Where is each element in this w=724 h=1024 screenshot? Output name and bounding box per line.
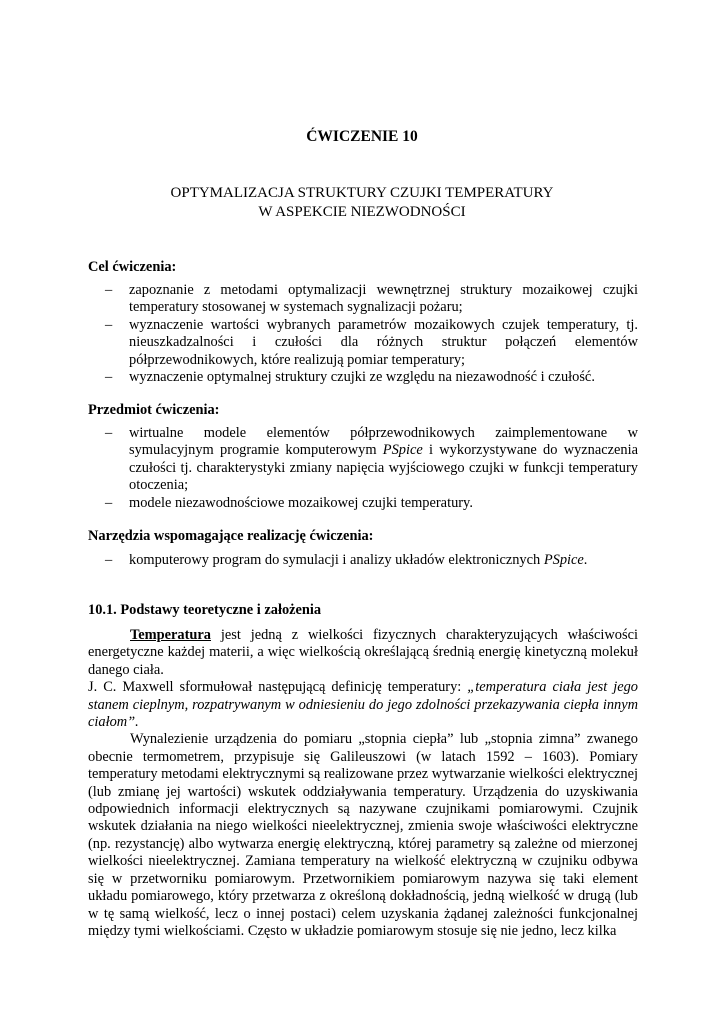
- title-line-1: OPTYMALIZACJA STRUKTURY CZUJKI TEMPERATURY: [170, 185, 554, 201]
- section-heading: 10.1. Podstawy teoretyczne i założenia: [88, 602, 322, 618]
- subject-item-1-text: wirtualne modele elementów półprzewodnikowych zaimplementowane w symulacyjnym programie komputerowym: [129, 425, 638, 459]
- goal-item-1: – zapoznanie z metodami optymalizacji wewnętrznej struktury mozaikowej czujki temperatury stosowanej w systemach sygnalizacji pożaru;: [88, 282, 638, 317]
- tools-item-1: [88, 552, 638, 569]
- maxwell-quote: „temperatura ciała jest jego stanem cieplnym, rozpatrywanym w odniesieniu do jego zdolności przekazywania ciepła innym ciałom”.: [88, 679, 638, 731]
- tools-item-rest: .: [583, 552, 588, 568]
- paragraph-maxwell-text: J. C. Maxwell sformułował następującą definicję temperatury:: [88, 679, 468, 696]
- goal-item-2: – wyznaczenie wartości wybranych parametrów mozaikowych czujek temperatury, tj. nieuszkadzalności i czułości dla różnych struktur połączeń elementów półprzewodnikowych, które realizują pomiar temperatury;: [88, 317, 638, 369]
- subject-item-1-rest: i wykorzystywane do wyznaczenia czułości tj. charakterystyki zmiany napięcia wyjściowego czujki w funkcji temperatury otoczenia;: [129, 442, 639, 494]
- pspice-name: PSpice: [543, 552, 584, 568]
- exercise-number: ĆWICZENIE 10: [306, 128, 418, 145]
- paragraph-temperature-text: jest jedną z wielkości fizycznych charakteryzujących właściwości energetyczne każdej materii, a więc wielkością określającą średnią energię kinetyczną molekuł danego ciała.: [88, 627, 638, 678]
- tools-label: Narzędzia wspomagające realizację ćwiczenia:: [88, 528, 374, 544]
- goal-item-3: – wyznaczenie optymalnej struktury czujki ze względu na niezawodność i czułość.: [88, 369, 638, 386]
- paragraph-history: Wynalezienie urządzenia do pomiaru „stopnia ciepła” lub „stopnia zimna” zwanego obecnie termometrem, przypisuje się Galileuszowi (w latach 1592 – 1603). Pomiary temperatury metodami elektrycznymi są realizowane przez wytwarzanie wielkości elektrycznej (lub zmianę jej wartości) wskutek oddziaływania temperatury. Urządzenia do uzyskiwania odpowiednich informacji elektrycznych są nazywane czujnikami pomiarowymi. Czujnik wskutek działania na niego wielkości nieelektrycznej, zmienia swoje właściwości elektryczne (np. rezystancję) albo wytwarza energię elektryczną, której parametry są zależne od mierzonej wielkości nieelektrycznej. Zamiana temperatury na wielkość elektryczną w czujniku odbywa się w przetworniku pomiarowym. Przetwornikiem pomiarowym nazywa się taki element układu pomiarowego, który przetwarza z określoną dokładnością, jedną wielkość w drugą (lub w tę samą wielkość, lecz o innej postaci) celem uzyskania żądanej zależności funkcjonalnej między tymi wielkościami. Często w układzie pomiarowym stosuje się nie jedno, lecz kilka: [88, 731, 638, 939]
- goal-list: [88, 282, 638, 386]
- subject-item-2: – modele niezawodnościowe mozaikowej czujki temperatury.: [88, 495, 638, 512]
- goal-label: Cel ćwiczenia:: [88, 259, 177, 275]
- tools-list: [88, 552, 638, 569]
- subject-list: [88, 425, 638, 512]
- pspice-name: PSpice: [382, 442, 423, 459]
- section-body: [88, 627, 638, 940]
- tools-item-text: komputerowy program do symulacji i analizy układów elektronicznych: [129, 552, 544, 568]
- subject-item-1: [88, 425, 638, 495]
- subject-label: Przedmiot ćwiczenia:: [88, 402, 220, 418]
- paragraph-temperature: [88, 627, 638, 679]
- paragraph-maxwell: [88, 679, 638, 731]
- term-temperature: Temperatura: [130, 627, 212, 643]
- title-line-2: W ASPEKCIE NIEZWODNOŚCI: [258, 204, 466, 220]
